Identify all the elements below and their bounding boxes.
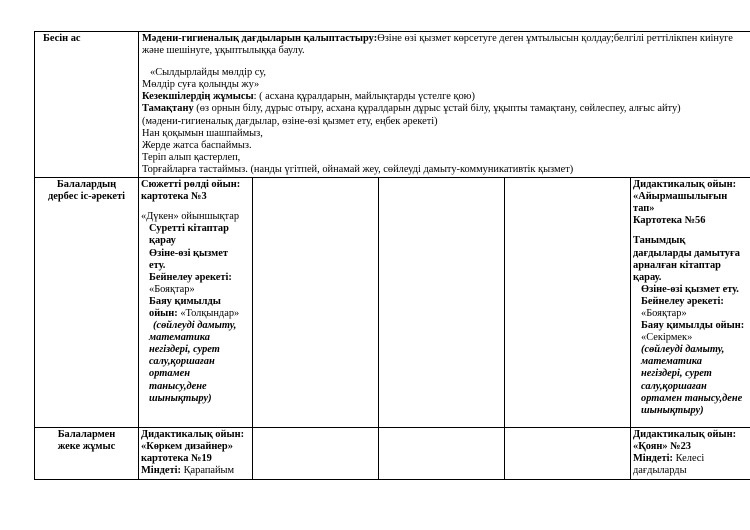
independent-activity-cell-3	[379, 178, 505, 428]
individual-work-cell-2	[253, 428, 379, 480]
hygiene-text-2: және шешінуге, ұқыптылыққа баулу.	[142, 45, 305, 57]
individual-work-cell-5: Дидактикалық ойын: «Қоян» №23 Міндеті: Келесі дағдыларды	[631, 428, 750, 480]
poem-line: Жерде жатса баспаймыз.	[142, 139, 252, 151]
poem-line: Теріп алып қастерлеп,	[142, 151, 241, 163]
table-row	[35, 178, 750, 428]
hygiene-text: Өзіне өзі қызмет көрсетуге деген ұмтылысын қолдау;белгілі реттілікпен киінуге	[377, 33, 733, 44]
table-row	[35, 32, 750, 178]
poem-line: «Сылдырлайды мөлдір су,	[150, 67, 266, 79]
independent-activity-cell-4	[505, 178, 631, 428]
table-row	[35, 428, 750, 480]
individual-work-cell-3	[379, 428, 505, 480]
row-label-lunch	[35, 32, 139, 178]
row-label-text: Бесін ас	[43, 33, 81, 44]
row-label-individual-work: Балалармен жеке жұмыс	[35, 428, 139, 480]
schedule-table	[34, 31, 750, 480]
eating-note: (мәдени-гигиеналық дағдылар, өзіне-өзі қызмет ету, еңбек әрекеті)	[142, 115, 438, 127]
independent-activity-cell-2	[253, 178, 379, 428]
independent-activity-cell-1: Сюжетті рөлді ойын: картотека №3 «Дүкен» ойыншықтар Суретті кітаптар қарау Өзіне-өзі қызмет ету. Бейнелеу әрекеті: «Бояқтар» Баяу қимылды ойын: «Толқындар» (сөйлеуді дамыту, математика негіздері, сурет салу,қоршаған ортамен танысу,дене шынықтыру)	[139, 178, 253, 428]
duty-text: : ( асхана құралдарын, майлықтарды үстелге қою)	[253, 91, 475, 103]
row-label-independent-activity: Балалардың дербес іс-әрекеті	[35, 178, 139, 428]
eating-heading: Тамақтану	[142, 103, 194, 115]
duty-heading: Кезекшілердің жұмысы	[142, 91, 254, 103]
poem-line: Мөлдір суға қолыңды жу»	[142, 79, 260, 91]
poem-line: Нан қоқымын шашпаймыз,	[142, 127, 263, 139]
hygiene-heading: Мәдени-гигиеналық дағдыларын қалыптастыру:	[142, 33, 378, 44]
eating-text: (өз орнын білу, дұрыс отыру, асхана құралдарын дұрыс ұстай білу, ұқыпты тамақтану, сөйлеспеу, алғыс айту)	[193, 103, 681, 115]
individual-work-cell-4	[505, 428, 631, 480]
lunch-content-cell	[139, 32, 750, 178]
independent-activity-cell-5: Дидактикалық ойын: «Айырмашылығын тап» Картотека №56 Танымдық дағдыларды дамытуға арналған кітаптар қарау. Өзіне-өзі қызмет ету. Бейнелеу әрекеті: «Бояқтар» Баяу қимылды ойын: «Секірмек» (сөйлеуді дамыту, математика негіздері, сурет салу,қоршаған ортамен танысу,дене шынықтыру)	[631, 178, 750, 428]
poem-line: Торғайларға тастаймыз. (нанды үгітпей, ойнамай жеу, сөйлеуді дамыту-коммуникативтік қызмет)	[142, 163, 574, 175]
individual-work-cell-1: Дидактикалық ойын: «Көркем дизайнер» картотека №19 Міндеті: Қарапайым	[139, 428, 253, 480]
